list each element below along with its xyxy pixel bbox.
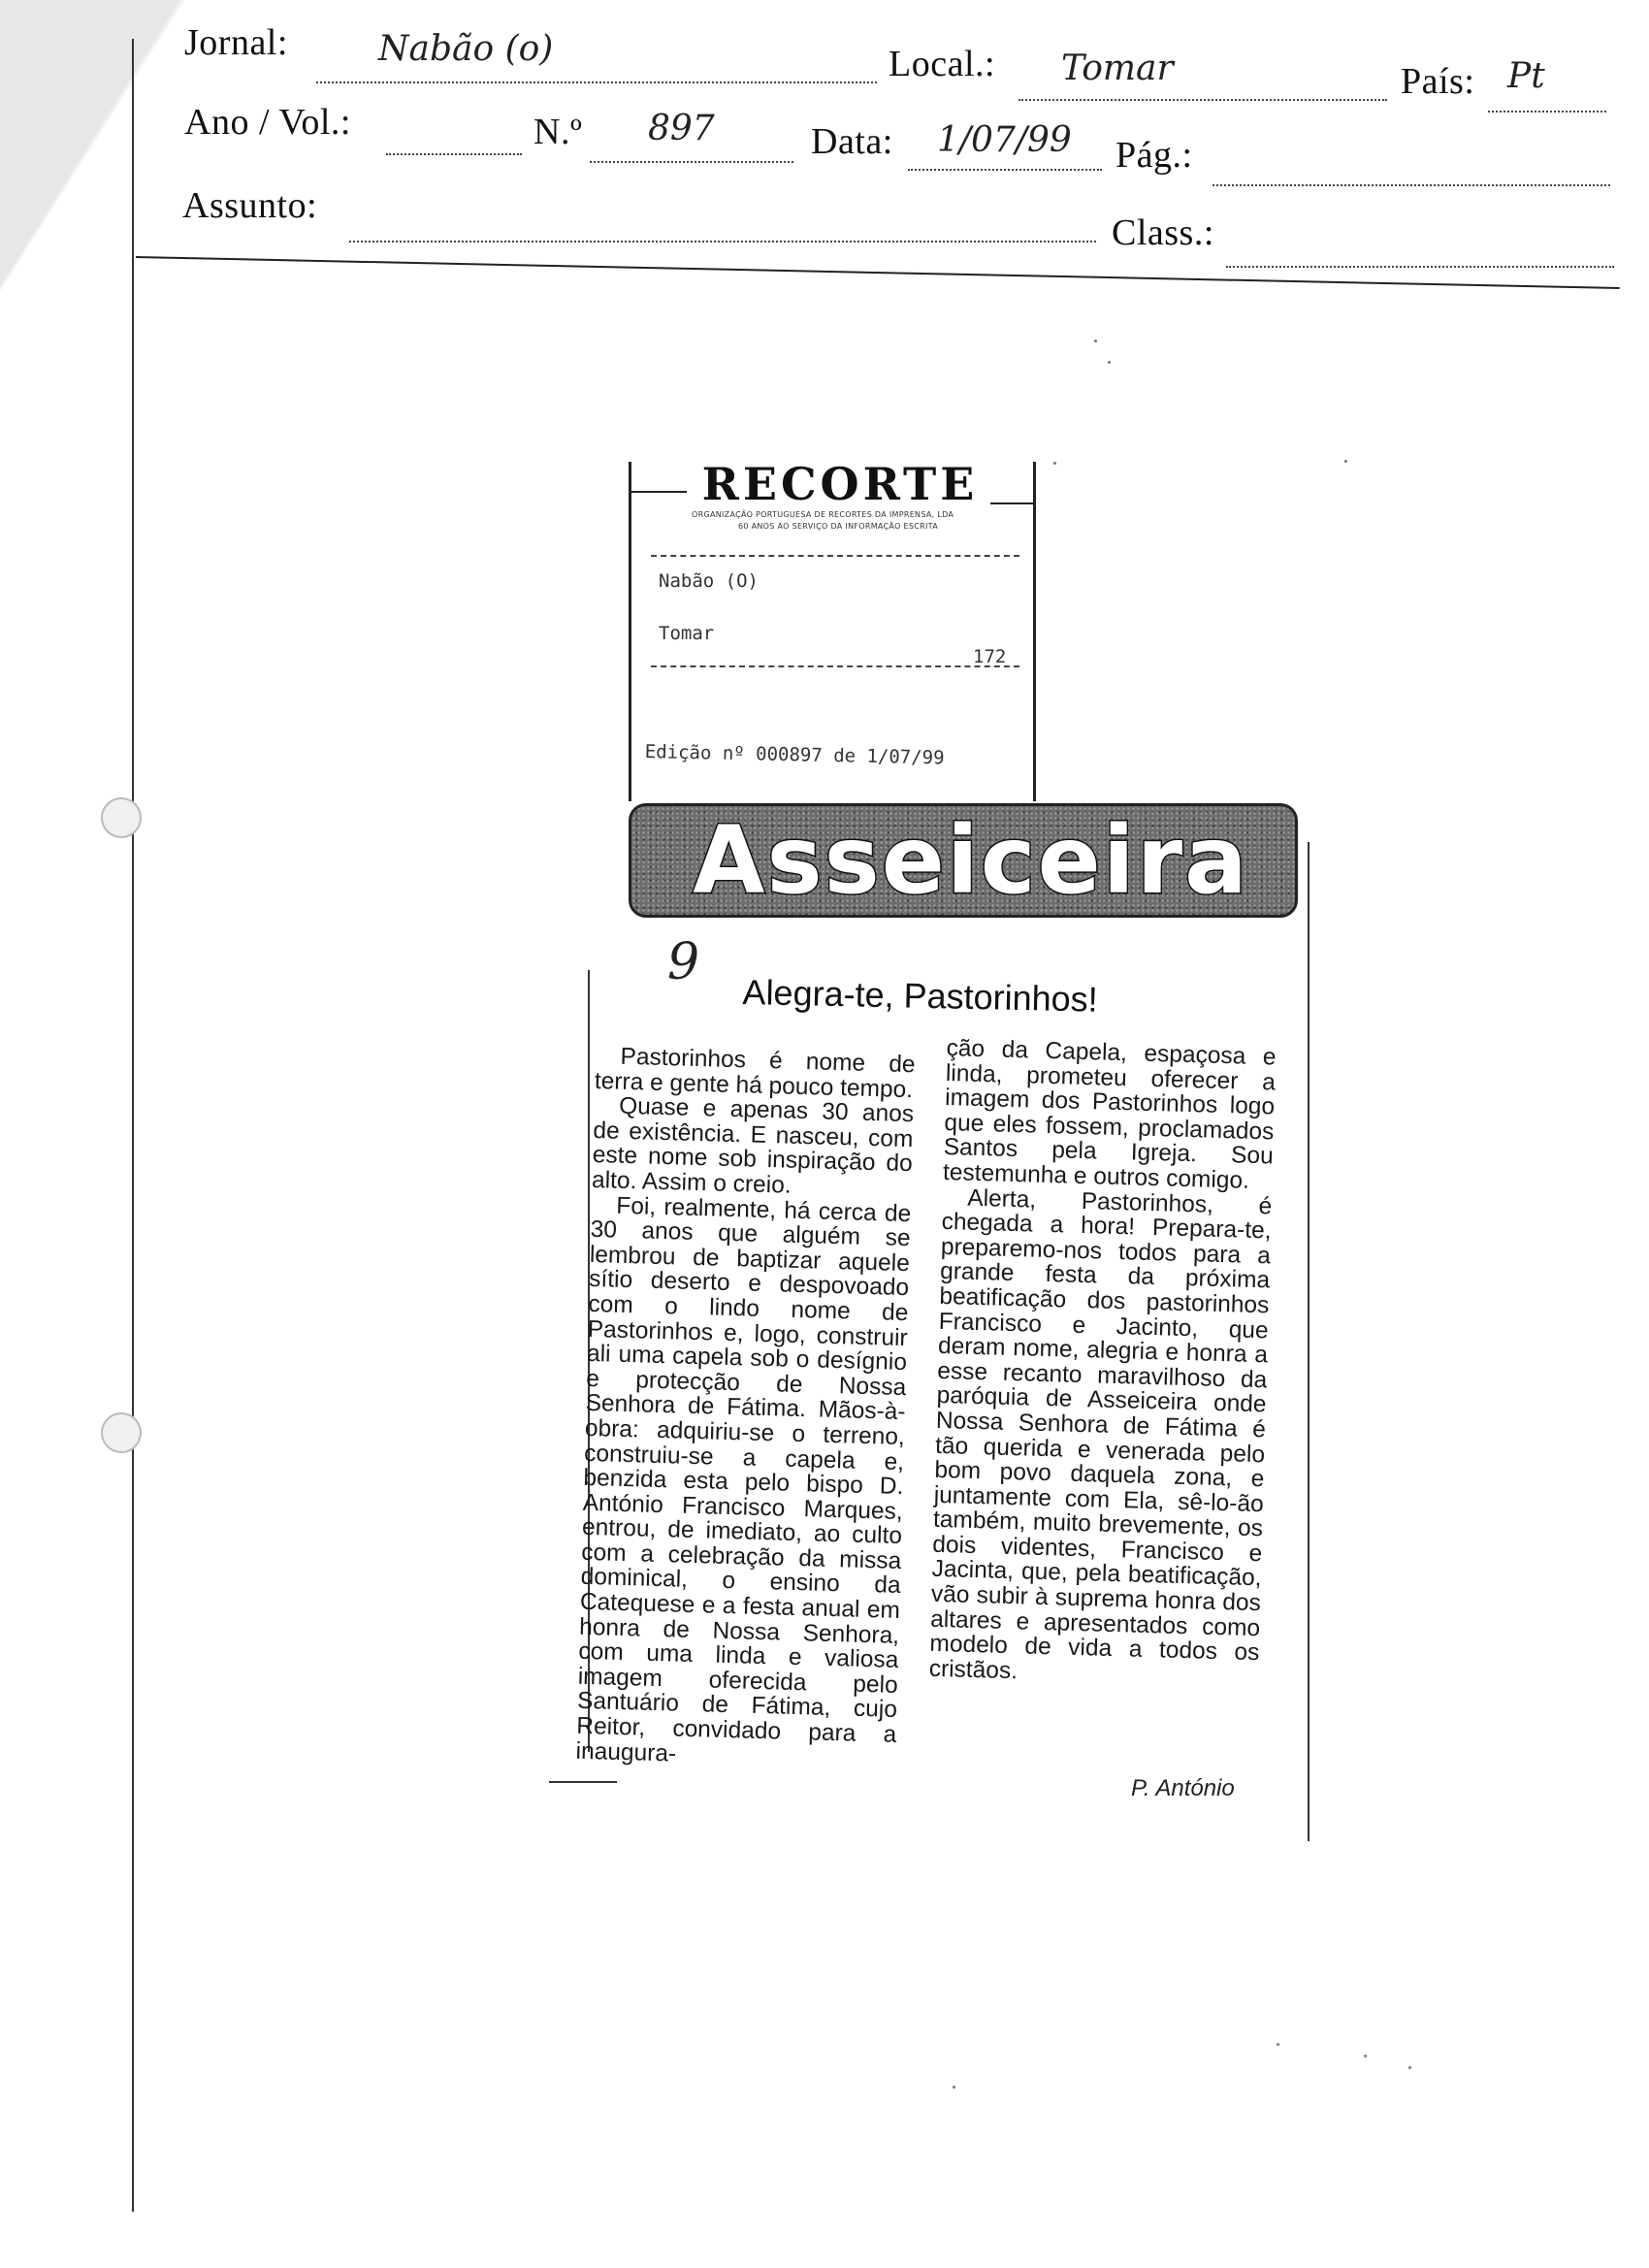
stamp-title: RECORTE — [701, 458, 979, 510]
article-paragraph: ção da Capela, espaçosa e linda, prometeu oferecer a imagem dos Pastorinhos logo que eles fossem, proclamados Santos pela Igreja. Sou testemunha e outros comigo. — [942, 1035, 1277, 1194]
article-bottom-rule — [549, 1781, 617, 1783]
article-paragraph: Foi, realmente, há cerca de 30 anos que alguém se lembrou de baptizar aquele sítio deserto e despovoado com o lindo nome de Pastorinhos e, logo, construir ali uma capela sob o desígnio e protecção de Nossa Senhora de Fátima. Mãos-à-obra: adquiriu-se o terreno, construiu-se a capela e, benzida esta pelo bispo D. António Francisco Marques, entrou, de imediato, ao culto com a celebração da missa dominical, o ensino da Catequese e a festa anual em honra de Nossa Senhora, com uma linda e valiosa imagem oferecida pelo Santuário de Fátima, cujo Reitor, convidado para a inaugura- — [575, 1192, 912, 1767]
assunto-dotted-line — [349, 241, 1096, 243]
class-label: Class.: — [1112, 212, 1214, 253]
numero-value: 897 — [648, 109, 715, 148]
stamp-code: 172 — [973, 646, 1007, 667]
stamp-top-rule-right — [990, 502, 1033, 504]
jornal-label: Jornal: — [184, 22, 288, 63]
scan-speck — [1364, 2055, 1367, 2057]
stamp-edition: Edição nº 000897 de 1/07/99 — [644, 741, 945, 769]
scan-speck — [1053, 462, 1056, 465]
jornal-dotted-line — [316, 81, 877, 83]
pag-dotted-line — [1212, 184, 1610, 186]
article-right-rule — [1308, 842, 1310, 1841]
local-dotted-line — [1018, 99, 1387, 101]
article-column-left — [575, 1044, 916, 1772]
scan-speck — [953, 2086, 955, 2089]
handwritten-number: 9 — [667, 933, 700, 991]
data-dotted-line — [908, 169, 1102, 171]
article-column-right — [928, 1036, 1276, 1691]
assunto-label: Assunto: — [182, 185, 318, 226]
recorte-stamp — [629, 458, 1036, 801]
margin-line — [132, 39, 134, 2212]
ano-vol-dotted-line — [386, 153, 522, 155]
article-paragraph: Quase e apenas 30 anos de existência. E nasceu, com este nome sob inspiração do alto. Assim o creio. — [591, 1092, 915, 1199]
stamp-publication: Nabão (O) — [659, 570, 759, 592]
class-dotted-line — [1226, 266, 1614, 268]
stamp-place: Tomar — [659, 623, 715, 644]
pais-dotted-line — [1488, 111, 1606, 113]
article-paragraph: Alerta, Pastorinhos, é chegada a hora! Prepara-te, preparemo-nos todos para a grande festa da próxima beatificação dos pastorinhos Francisco e Jacinto, que deram nome, alegria e honra a esse recanto maravilhoso da paróquia de Asseiceira onde Nossa Senhora de Fátima é tão querida e venerada pelo bom povo daquela zona, e juntamente com Ela, sê-lo-ão também, muito brevemente, os dois videntes, Francisco e Jacinta, que, pela beatificação, vão subir à suprema honra dos altares e apresentados como modelo de vida a todos os cristãos. — [928, 1184, 1273, 1685]
article-title: Alegra-te, Pastorinhos! — [742, 972, 1099, 1020]
numero-label: N.º — [534, 112, 583, 152]
section-banner — [629, 803, 1298, 918]
scan-speck — [1108, 361, 1111, 364]
local-label: Local.: — [889, 44, 996, 84]
ano-vol-label: Ano / Vol.: — [184, 102, 351, 143]
stamp-dashed-rule — [651, 665, 1019, 667]
local-value: Tomar — [1061, 49, 1174, 88]
jornal-value: Nabão (o) — [378, 29, 554, 69]
pag-label: Pág.: — [1116, 135, 1193, 176]
numero-dotted-line — [590, 161, 793, 163]
pais-value: Pt — [1507, 56, 1545, 96]
data-label: Data: — [811, 121, 893, 162]
article-paragraph: Pastorinhos é nome de terra e gente há pouco tempo. — [594, 1043, 916, 1103]
scan-speck — [1408, 2066, 1411, 2069]
stamp-subtitle-2: 60 ANOS AO SERVIÇO DA INFORMAÇÃO ESCRITA — [738, 522, 938, 531]
stamp-top-rule-left — [629, 491, 687, 493]
scan-speck — [1094, 340, 1097, 342]
article-signature: P. António — [1131, 1775, 1235, 1801]
stamp-subtitle-1: ORGANIZAÇÃO PORTUGUESA DE RECORTES DA IMPRENSA, LDA — [692, 510, 954, 519]
header-rule — [136, 256, 1620, 289]
page-corner-fold-shade — [0, 0, 184, 291]
punch-hole — [101, 1412, 142, 1453]
section-banner-title: Asseiceira — [693, 806, 1249, 915]
punch-hole — [101, 797, 142, 838]
pais-label: País: — [1401, 61, 1475, 102]
scan-speck — [1344, 460, 1347, 463]
scan-speck — [1277, 2043, 1279, 2046]
data-value: 1/07/99 — [937, 120, 1072, 160]
stamp-dashed-rule — [651, 555, 1019, 557]
